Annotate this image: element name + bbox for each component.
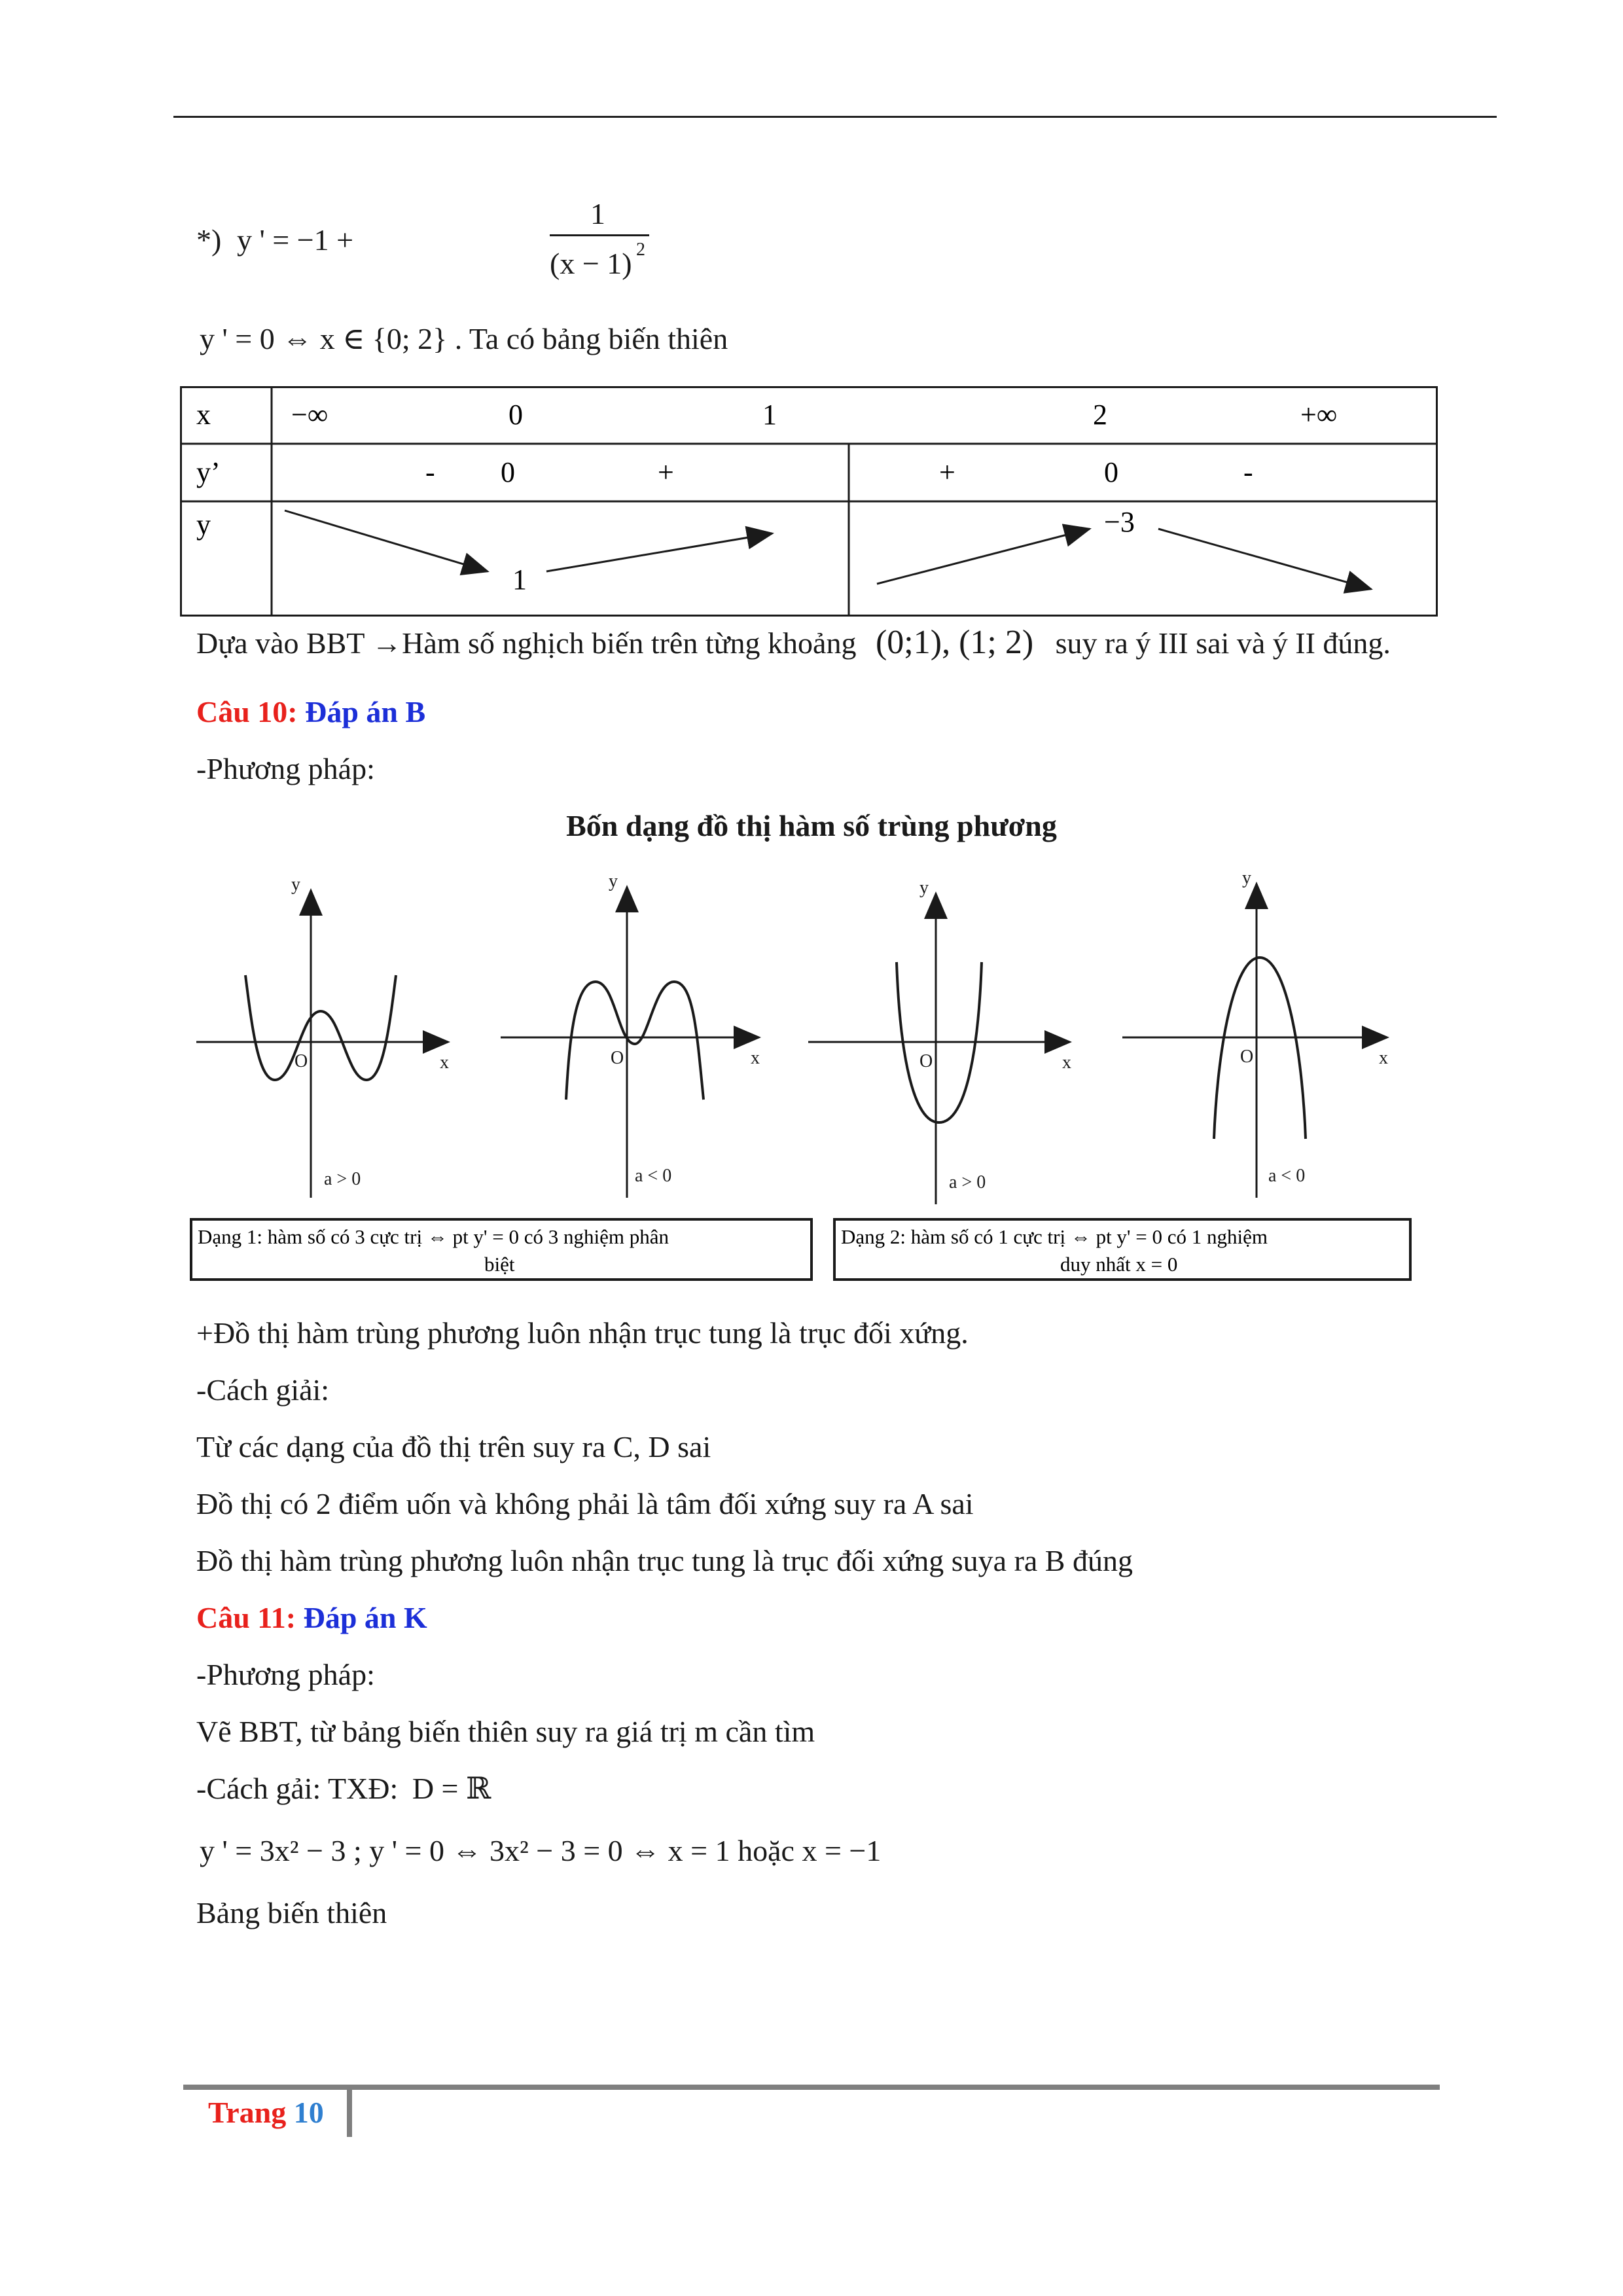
condition-label: a < 0 <box>1268 1166 1306 1186</box>
deriv-denominator-exp: 2 <box>636 240 645 260</box>
yprime-sign: 0 <box>1104 456 1118 488</box>
y-value-min: 1 <box>512 564 527 596</box>
footer-divider <box>347 2085 352 2137</box>
q11-derivative-tail: x = −1 <box>802 1834 882 1867</box>
q10-line-3: Đồ thị hàm trùng phương luôn nhận trục tung là trục đối xứng suya ra B đúng <box>196 1544 1133 1577</box>
condition-label: a > 0 <box>949 1172 986 1193</box>
deriv-prefix: *) <box>196 223 222 257</box>
axis-y-label: y <box>1242 868 1251 888</box>
axis-y-label: y <box>609 871 618 891</box>
header-rule <box>173 116 1497 118</box>
yprime-sign: + <box>939 456 955 488</box>
q11-method: -Phương pháp: <box>196 1658 375 1691</box>
origin-label: O <box>294 1051 308 1071</box>
arrow-down <box>285 511 488 571</box>
condition-label: a < 0 <box>635 1166 672 1186</box>
arrow-up <box>546 533 772 571</box>
critical-math: y ' = 0 ⇔ x ∈ {0; 2} <box>200 322 448 355</box>
q11-or: hoặc <box>738 1834 794 1867</box>
conclusion-intervals: (0;1), (1; 2) <box>875 624 1034 661</box>
x-value: 0 <box>508 399 523 431</box>
deriv-lhs: y ' = −1 + <box>237 223 354 257</box>
q11-line-1: Vẽ BBT, từ bảng biến thiên suy ra giá trị m cần tìm <box>196 1715 815 1748</box>
yprime-sign: 0 <box>501 456 515 488</box>
row-yprime-label: y’ <box>196 456 221 488</box>
q11-answer: Đáp án K <box>303 1601 427 1634</box>
fraction-bar <box>550 234 649 236</box>
caption-box-1 <box>191 1219 812 1280</box>
footer-rule <box>183 2085 1440 2090</box>
conclusion-tail: suy ra ý III sai và ý II đúng. <box>1055 626 1391 660</box>
q11-domain-line <box>196 1769 491 1808</box>
caption-2-line-1: Dạng 2: hàm số có 1 cực trị ⇔ pt y' = 0 có 1 nghiệm <box>841 1225 1268 1248</box>
caption-box-2 <box>834 1219 1410 1280</box>
q10-line-1: Từ các dạng của đồ thị trên suy ra C, D sai <box>196 1430 711 1463</box>
yprime-sign: - <box>425 456 435 488</box>
graph-1 <box>196 874 449 1198</box>
row-y-label: y <box>196 509 211 541</box>
q10-method: -Phương pháp: <box>196 752 375 785</box>
y-value-max: −3 <box>1104 506 1135 538</box>
caption-1-line-1: Dạng 1: hàm số có 3 cực trị ⇔ pt y' = 0 có 3 nghiệm phân <box>198 1225 669 1248</box>
deriv-denominator: (x − 1) <box>550 247 632 280</box>
variation-table <box>180 386 1438 617</box>
axis-x-label: x <box>1379 1048 1388 1068</box>
yprime-sign: - <box>1243 456 1253 488</box>
arrow-down <box>1158 529 1371 589</box>
origin-label: O <box>1240 1047 1254 1067</box>
q10-label: Câu 10: <box>196 695 298 728</box>
q11-solve-prefix: -Cách gải: TXĐ: <box>196 1772 399 1805</box>
q11-domain-math: D = ℝ <box>412 1772 491 1805</box>
page-footer <box>208 2093 324 2132</box>
q11-bbt-label: Bảng biến thiên <box>196 1896 387 1929</box>
q9-conclusion <box>196 623 1391 663</box>
caption-1-line-2: biệt <box>484 1253 515 1276</box>
q10-solve: -Cách giải: <box>196 1373 330 1407</box>
axis-x-label: x <box>440 1052 449 1073</box>
q10-answer: Đáp án B <box>305 695 426 728</box>
origin-label: O <box>919 1051 933 1071</box>
q10-note: +Đồ thị hàm trùng phương luôn nhận trục tung là trục đối xứng. <box>196 1316 969 1350</box>
figure-title: Bốn dạng đồ thị hàm số trùng phương <box>566 809 1057 842</box>
condition-label: a > 0 <box>324 1169 361 1189</box>
graph-4 <box>1122 868 1388 1198</box>
axis-y-label: y <box>919 878 929 898</box>
x-value: 2 <box>1093 399 1107 431</box>
q10-heading <box>196 692 425 732</box>
axis-x-label: x <box>751 1048 760 1068</box>
graph-2 <box>501 871 760 1198</box>
axis-x-label: x <box>1062 1052 1071 1073</box>
quartic-graphs-figure <box>190 857 1433 1309</box>
axis-y-label: y <box>291 874 300 895</box>
row-x-label: x <box>196 399 211 431</box>
q11-derivative-math: y ' = 3x² − 3 ; y ' = 0 ⇔ 3x² − 3 = 0 ⇔ x = 1 <box>200 1834 730 1867</box>
x-value: +∞ <box>1300 399 1338 431</box>
graph-3 <box>808 878 1071 1204</box>
x-value: 1 <box>762 399 777 431</box>
derivative-formula <box>196 196 645 295</box>
critical-text: . Ta có bảng biến thiên <box>454 322 728 355</box>
q10-line-2: Đồ thị có 2 điểm uốn và không phải là tâm đối xứng suy ra A sai <box>196 1487 974 1520</box>
footer-label: Trang <box>208 2096 287 2129</box>
yprime-sign: + <box>658 456 674 488</box>
q11-derivative-line <box>200 1831 881 1871</box>
x-value: −∞ <box>291 399 329 431</box>
q11-label: Câu 11: <box>196 1601 296 1634</box>
critical-points-line <box>200 319 728 359</box>
origin-label: O <box>611 1048 624 1068</box>
arrow-up <box>877 529 1090 584</box>
q11-heading <box>196 1598 427 1638</box>
deriv-numerator: 1 <box>590 197 605 230</box>
caption-2-line-2: duy nhất x = 0 <box>1060 1253 1178 1276</box>
conclusion-text: Dựa vào BBT →Hàm số nghịch biến trên từng khoảng <box>196 626 857 660</box>
page-number: 10 <box>293 2096 324 2129</box>
